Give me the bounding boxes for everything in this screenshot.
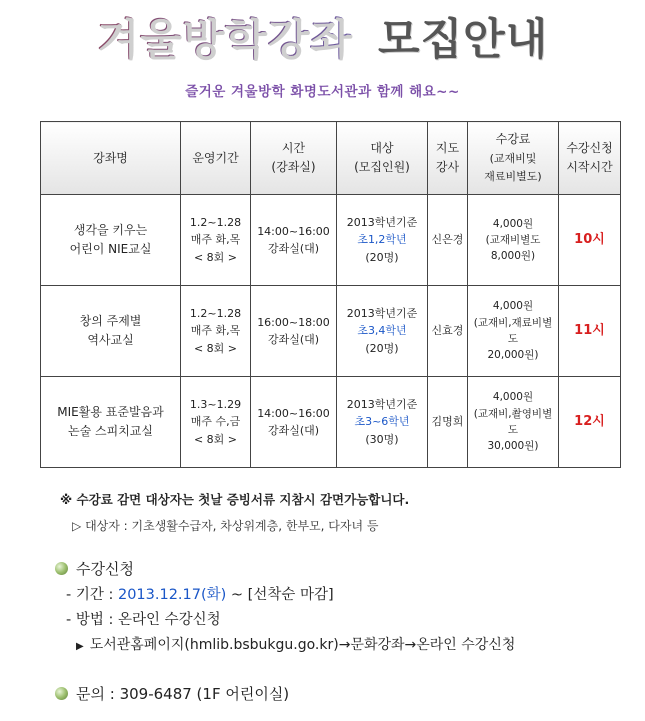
course-start-time: 12시 xyxy=(559,377,621,468)
apply-section-heading xyxy=(55,558,134,579)
header-fee: 수강료 (교재비및 재료비별도) xyxy=(468,122,559,195)
discount-notes xyxy=(60,490,409,534)
course-fee: 4,000원 (교재비,재료비별도 20,000원) xyxy=(468,286,559,377)
triangle-right-icon: ▶ xyxy=(76,641,84,652)
course-target: 2013학년기준 초3,4학년 (20명) xyxy=(337,286,428,377)
green-bullet-icon xyxy=(55,562,68,575)
course-name: 생각을 키우는 어린이 NIE교실 xyxy=(41,195,181,286)
course-period: 1.2~1.28 매주 화,목 < 8회 > xyxy=(181,195,251,286)
apply-path xyxy=(76,634,515,654)
title-area xyxy=(0,6,645,67)
title-part1: 겨울방학강좌 xyxy=(96,15,353,65)
table-row xyxy=(41,286,621,377)
apply-path-text: 도서관홈페이지(hmlib.bsbukgu.go.kr)→문화강좌→온라인 수강신청 xyxy=(89,637,516,653)
course-start-time: 10시 xyxy=(559,195,621,286)
apply-date: 2013.12.17(화) xyxy=(117,587,227,603)
header-teacher: 지도 강사 xyxy=(428,122,468,195)
discount-eligibility xyxy=(72,517,409,534)
subtitle: 즐거운 겨울방학 화명도서관과 함께 해요~~ xyxy=(185,84,460,100)
course-target: 2013학년기준 초1,2학년 (20명) xyxy=(337,195,428,286)
course-name: 창의 주제별 역사교실 xyxy=(41,286,181,377)
contact-section xyxy=(55,683,289,704)
eligibility-text: 대상자 : 기초생활수급자, 차상위계층, 한부모, 다자녀 등 xyxy=(85,519,379,533)
table-row xyxy=(41,377,621,468)
discount-note: ※ 수강료 감면 대상자는 첫날 증빙서류 지참시 감면가능합니다. xyxy=(60,492,410,507)
table-row xyxy=(41,195,621,286)
course-name: MIE활용 표준발음과 논술 스피치교실 xyxy=(41,377,181,468)
course-period: 1.3~1.29 매주 수,금 < 8회 > xyxy=(181,377,251,468)
course-fee: 4,000원 (교재비,촬영비별도 30,000원) xyxy=(468,377,559,468)
page-title xyxy=(97,6,548,67)
course-time: 14:00~16:00 강좌실(대) xyxy=(251,195,337,286)
green-bullet-icon xyxy=(55,687,68,700)
header-course-name: 강좌명 xyxy=(41,122,181,195)
course-start-time: 11시 xyxy=(559,286,621,377)
course-time: 16:00~18:00 강좌실(대) xyxy=(251,286,337,377)
table-header-row xyxy=(41,122,621,195)
course-teacher: 신효경 xyxy=(428,286,468,377)
contact-text: 문의 : 309-6487 (1F 어린이실) xyxy=(76,685,290,703)
course-period: 1.2~1.28 매주 화,목 < 8회 > xyxy=(181,286,251,377)
header-time: 시간 (강좌실) xyxy=(251,122,337,195)
header-start-time: 수강신청 시작시간 xyxy=(559,122,621,195)
course-fee: 4,000원 (교재비별도 8,000원) xyxy=(468,195,559,286)
apply-heading: 수강신청 xyxy=(76,560,134,578)
header-period: 운영기간 xyxy=(181,122,251,195)
course-teacher: 신은경 xyxy=(428,195,468,286)
triangle-outline-icon: ▷ xyxy=(72,519,82,533)
course-time: 14:00~16:00 강좌실(대) xyxy=(251,377,337,468)
title-part2: 모집안내 xyxy=(378,15,549,65)
apply-method: - 방법 : 온라인 수강신청 xyxy=(66,612,221,628)
course-table xyxy=(40,121,621,468)
course-target: 2013학년기준 초3~6학년 (30명) xyxy=(337,377,428,468)
header-target: 대상 (모집인원) xyxy=(337,122,428,195)
course-teacher: 김명희 xyxy=(428,377,468,468)
apply-period: - 기간 : 2013.12.17(화) ~ [선착순 마감] xyxy=(66,587,334,603)
